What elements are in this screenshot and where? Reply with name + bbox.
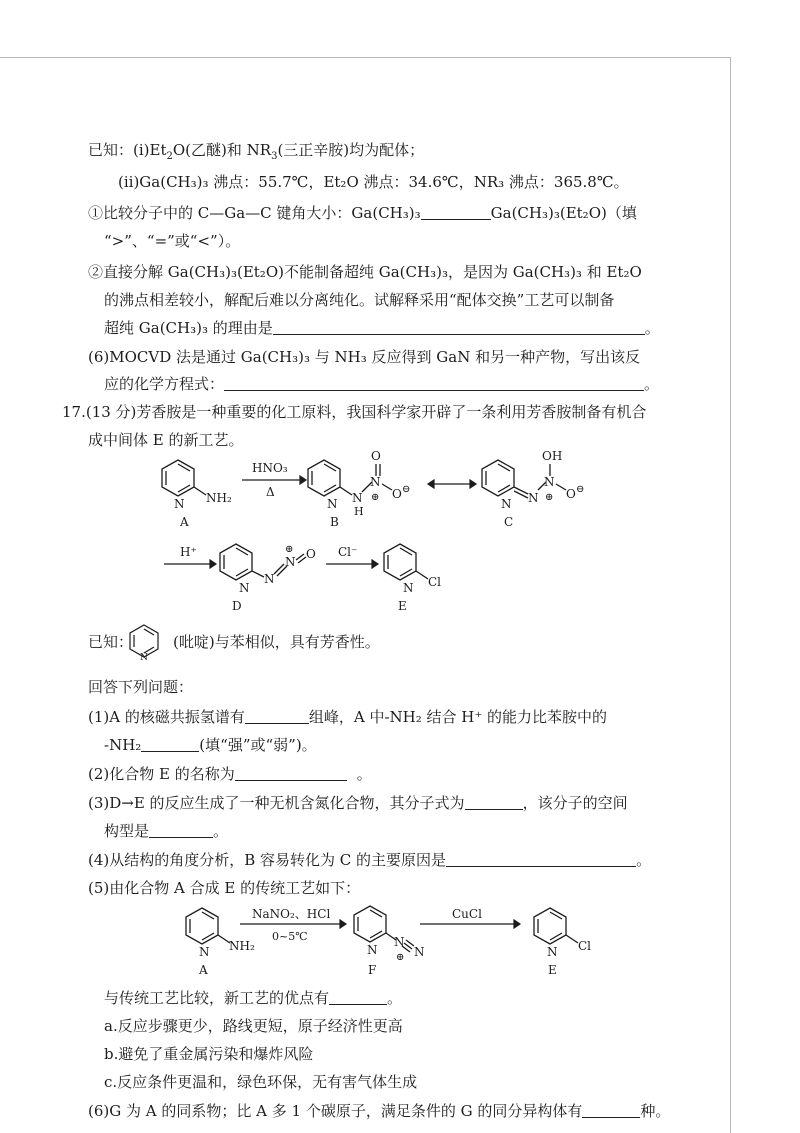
molecule-f [354,906,414,952]
q5-1-line-1 [88,203,637,223]
q17-5-blank[interactable] [329,990,387,1005]
q17-4-part1: (4)从结构的角度分析，B 容易转化为 C 的主要原因是 [88,851,447,869]
label-b: B [330,515,339,529]
molecule-a [162,460,206,496]
q17-1-line-2 [104,735,317,755]
q17-3-end: 。 [213,822,229,840]
atom-n-b1: N [352,491,363,505]
molecule-e [384,544,428,580]
q17-3-part1: (3)D→E 的反应生成了一种无机含氮化合物，其分子式为 [88,794,465,812]
q17-1-line-1 [88,707,607,727]
q17-2-end: 。 [356,765,372,783]
q6-answer-blank[interactable] [224,376,644,391]
q17-intro-line-2: 成中间体 E 的新工艺。 [88,431,244,449]
pyridine-note-suffix: (吡啶)与苯相似，具有芳香性。 [173,633,380,651]
q5-1-part1: ①比较分子中的 C—Ga—C 键角大小：Ga(CH₃)₃ [88,204,421,222]
q5-2-line3-text: 超纯 Ga(CH₃)₃ 的理由是 [104,319,273,337]
atom-n-ring-f: N [367,943,378,957]
q5-2-line-1: ②直接分解 Ga(CH₃)₃(Et₂O)不能制备超纯 Ga(CH₃)₃，是因为 Ga(CH₃)₃ 和 Et₂O [88,263,642,281]
q17-3-part2: ，该分子的空间 [522,794,628,812]
resonance-arrow [428,480,476,488]
q17-intro-line-1: 17.(13 分)芳香胺是一种重要的化工原料，我国科学家开辟了一条利用芳香胺制备有机合 [62,403,647,421]
known1-sub1: 2 [166,151,173,162]
reaction-scheme-2 [0,900,800,990]
known-line-1 [88,140,424,167]
q17-4-end: 。 [636,851,652,869]
atom-n-ring-e: N [403,581,414,595]
atom-n-f1: N [394,935,405,949]
atom-n-ring-b: N [327,497,338,511]
q17-6-line [88,1101,670,1121]
charge-minus-c: ⊖ [576,484,585,495]
q17-1-line2b: (填“强”或“弱”)。 [199,736,317,754]
arrow-3 [326,560,378,568]
atom-n-c1: N [528,491,539,505]
pyridine-atom-n: N [140,653,148,663]
q17-5-prompt-text: 与传统工艺比较，新工艺的优点有 [104,989,330,1007]
atom-nh2-a: NH₂ [206,491,232,505]
q6-line-2 [104,374,659,394]
answer-prompt: 回答下列问题： [88,678,194,696]
atom-n-f2: N [414,945,425,959]
atom-n-ring-e2: N [547,945,558,959]
q17-2-blank[interactable] [235,766,347,781]
reagent-heat: Δ [266,485,275,499]
atom-n-d1: N [264,572,275,586]
q17-2-line [88,764,372,784]
q5-1-answer-blank[interactable] [421,205,491,220]
arrow-2 [164,560,216,568]
atom-o-b2: O [392,487,402,501]
q17-1-part2: 组峰，A 中-NH₂ 结合 H⁺ 的能力比苯胺中的 [308,708,608,726]
known1-suffix: (三正辛胺)均为配体； [277,141,425,159]
q5-1-line-2: “>”、“=”或“<”）。 [104,232,241,250]
molecule-a-2 [186,908,230,944]
atom-o-b1: O [371,449,381,463]
q5-2-line-3 [104,318,660,338]
q6-line-1: (6)MOCVD 法是通过 Ga(CH₃)₃ 与 NH₃ 反应得到 GaN 和另一种产物，写出该反 [88,348,641,366]
q17-6-end: 种。 [640,1102,671,1120]
atom-n-c2: N [544,475,555,489]
q17-1-blank-2[interactable] [141,737,199,752]
q5-2-line-2: 的沸点相差较小，解配后难以分离纯化。试解释采用“配体交换”工艺可以制备 [104,291,615,309]
q17-5-end: 。 [387,989,403,1007]
charge-plus-d: ⊕ [285,544,294,555]
pyridine-structure [126,622,166,662]
known1-mid: O(乙醚)和 NR [172,141,272,159]
atom-cl-e: Cl [428,575,442,589]
q17-4-line [88,850,651,870]
label-f: F [368,963,377,977]
pyridine-note-prefix: 已知： [88,633,134,651]
q5-2-answer-blank[interactable] [273,320,645,335]
q5-1-part2: Ga(CH₃)₃(Et₂O)（填 [490,204,637,222]
charge-plus-b: ⊕ [371,492,380,503]
option-b[interactable]: b.避免了重金属污染和爆炸风险 [104,1045,314,1063]
arrow-5 [420,920,520,928]
arrow-1 [242,476,306,484]
option-c[interactable]: c.反应条件更温和，绿色环保，无有害气体生成 [104,1073,418,1091]
q17-2-part1: (2)化合物 E 的名称为 [88,765,235,783]
arrow-4 [240,920,346,928]
q17-1-part1: (1)A 的核磁共振氢谱有 [88,708,245,726]
known-line-2: (ⅱ)Ga(CH₃)₃ 沸点：55.7℃，Et₂O 沸点：34.6℃，NR₃ 沸点：365.8℃。 [118,173,629,191]
q17-5-prompt [104,988,402,1008]
atom-o-c: O [566,487,576,501]
q6-end: 。 [644,375,660,393]
atom-o-d: O [306,547,316,561]
q17-3-line2: 构型是 [104,822,150,840]
label-c: C [504,515,514,529]
q17-3-blank-1[interactable] [465,795,523,810]
reagent-cucl: CuCl [452,907,482,921]
label-d: D [232,599,242,613]
option-a[interactable]: a.反应步骤更少，路线更短，原子经济性更高 [104,1017,403,1035]
reagent-h-plus: H⁺ [180,545,197,559]
label-e: E [398,599,407,613]
q17-3-line-2 [104,821,228,841]
q17-6-part1: (6)G 为 A 的同系物；比 A 多 1 个碳原子，满足条件的 G 的同分异构体有 [88,1102,583,1120]
reagent-temp: 0~5℃ [272,930,308,943]
atom-n-a: N [174,497,185,511]
q17-4-blank[interactable] [446,852,636,867]
q17-6-blank[interactable] [582,1103,640,1118]
known1-sub2: 3 [271,151,278,162]
atom-n-ring-a2: N [199,945,210,959]
atom-nh2-a2: NH₂ [229,939,255,953]
q17-3-blank-2[interactable] [149,823,213,838]
q5-2-end: 。 [644,319,660,337]
reagent-cl-minus: Cl⁻ [338,545,358,559]
reagent-nano2: NaNO₂、HCl [252,907,331,921]
q17-1-blank-1[interactable] [245,709,309,724]
atom-cl-e2: Cl [578,939,592,953]
atom-n-d2: N [285,555,296,569]
label-a: A [180,515,189,529]
q17-1-line2a: -NH₂ [104,736,142,754]
reaction-scheme-1 [0,440,800,640]
q17-5-title: (5)由化合物 A 合成 E 的传统工艺如下： [88,879,361,897]
charge-minus-b: ⊖ [402,484,411,495]
atom-h-b: H [354,505,364,518]
charge-plus-c: ⊕ [545,492,554,503]
atom-oh-c: OH [542,449,563,463]
label-a-2: A [199,963,208,977]
known1-prefix: 已知：(ⅰ)Et [88,141,167,159]
atom-n-ring-d: N [239,581,250,595]
charge-plus-f: ⊕ [396,952,405,963]
atom-n-b2: N [370,475,381,489]
q17-3-line-1 [88,793,628,813]
atom-n-ring-c: N [501,497,512,511]
label-e-2: E [548,963,557,977]
reagent-hno3: HNO₃ [252,461,288,475]
molecule-e-2 [534,908,578,944]
q6-line2-text: 应的化学方程式： [104,375,225,393]
